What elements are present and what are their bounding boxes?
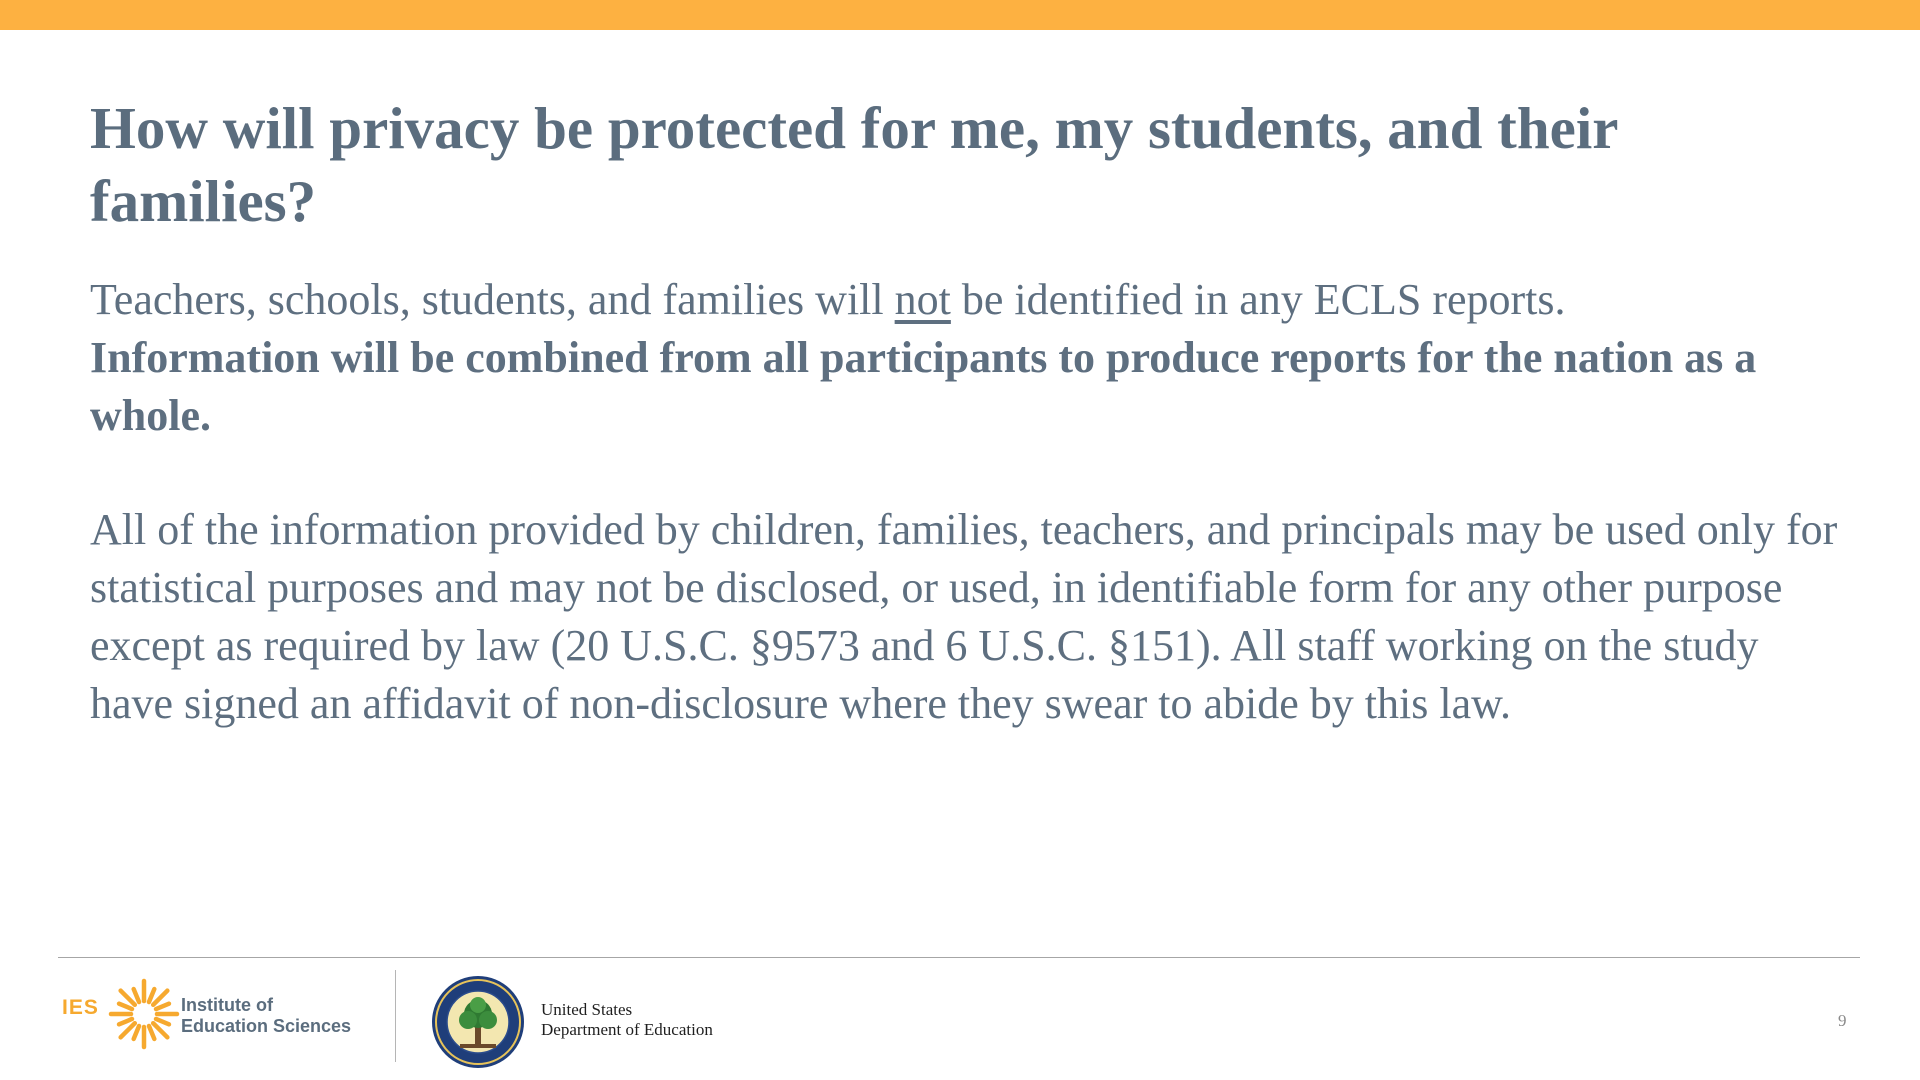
top-accent-bar [0,0,1920,30]
slide-title: How will privacy be protected for me, my students, and their families? [90,95,1618,234]
ies-name-line-2: Education Sciences [181,1016,352,1036]
ies-abbreviation: IES [62,996,99,1019]
paragraph-identification [90,271,1850,445]
department-name [541,1000,713,1040]
page-number: 9 [1838,1011,1847,1030]
logo-separator [395,970,396,1062]
paragraph-1-text-b: be identified in any ECLS reports. [950,275,1566,324]
paragraph-1-text-a: Teachers, schools, students, and families will [90,275,895,324]
paragraph-statistical-use: All of the information provided by children, families, teachers, and principals may be used only for statistical purposes and may not be disclosed, or used, in identifiable form for any other purpose except as required by law (20 U.S.C. §9573 and 6 U.S.C. §151). All staff working on the study have signed an affidavit of non-disclosure where they swear to abide by this law. [90,505,1838,728]
footer-divider-line [58,957,1860,958]
department-of-education-seal-icon [430,974,526,1070]
sun-burst-icon [108,978,180,1050]
department-name-line-1: United States [541,1000,633,1019]
ies-name [181,995,351,1037]
department-name-line-2: Department of Education [541,1020,713,1039]
slide-body [90,271,1850,733]
underlined-word: not [894,275,951,324]
bold-statement: Information will be combined from all participants to produce reports for the nation as a whole. [90,333,1757,440]
ies-name-line-1: Institute of [181,995,273,1015]
